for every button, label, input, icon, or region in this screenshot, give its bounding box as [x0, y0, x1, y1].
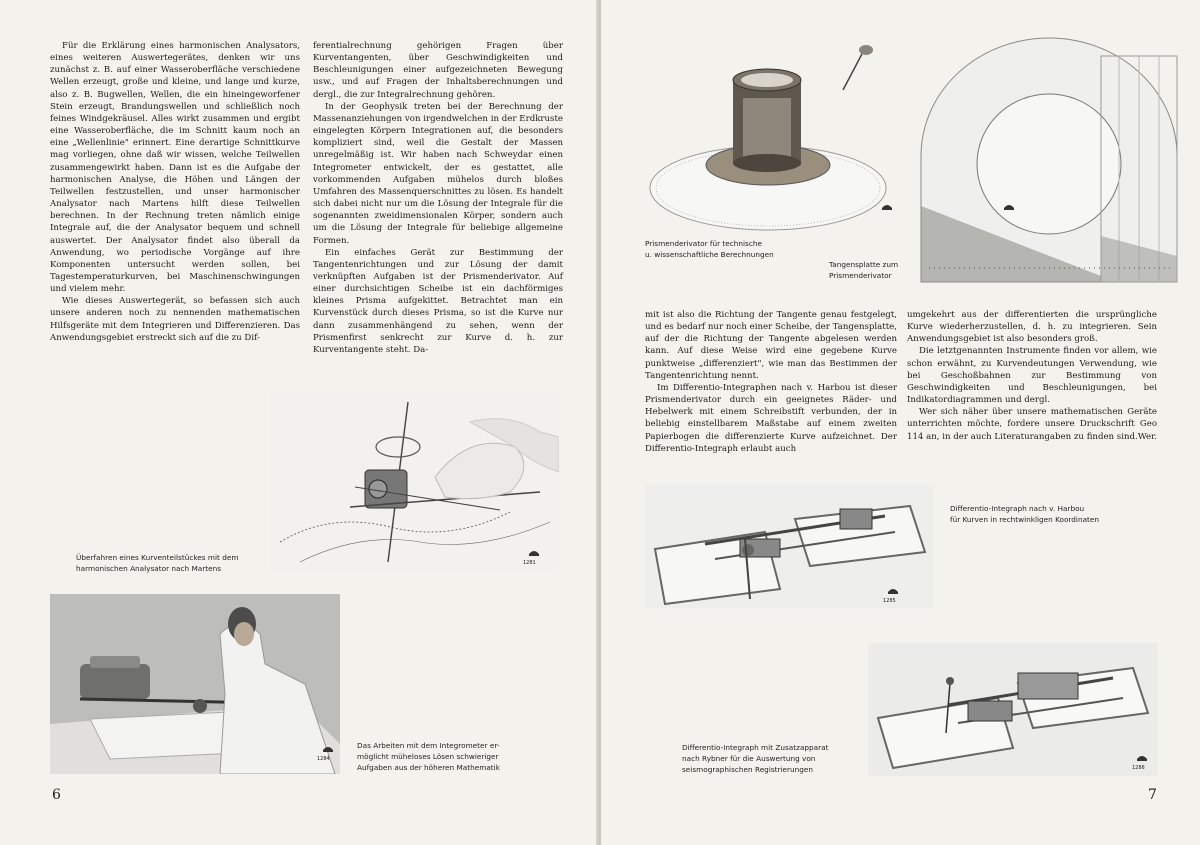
caption-line: für Kurven in rechtwinkligen Koordinaten — [950, 515, 1100, 524]
paragraph: umgekehrt aus der differentierten die ursprüngliche Kurve wiederherzustellen, d. h. zu integrieren. Sein Anwendungsgebiet ist also besonders groß. — [907, 310, 1157, 345]
caption-line: seismographischen Registrierungen — [682, 765, 814, 774]
right-page — [601, 0, 1200, 845]
page-number-right: 7 — [1148, 787, 1157, 803]
page-number-left: 6 — [52, 787, 61, 803]
caption-line: Tangensplatte zum — [829, 260, 899, 269]
caption-line: harmonischen Analysator nach Martens — [76, 564, 222, 573]
analysator-photo — [270, 392, 559, 573]
caption-line: Das Arbeiten mit dem Integrometer er- — [357, 741, 500, 750]
left-page — [0, 0, 599, 845]
integrometer-photo — [50, 594, 340, 774]
caption-line: möglicht müheloses Lösen schwieriger — [357, 752, 499, 761]
paragraph: Die letztgenannten Instrumente finden vor allem, wie schon erwähnt, zu Kurvendeutungen Verwendung, wie bei Geschoßbahnen zur Bestimmung von Geschwindigkeiten und Beschleunigungen, bei Indikatordiagrammen und dergl. — [907, 346, 1157, 406]
caption-line: Differentio-Integraph mit Zusatzapparat — [682, 743, 829, 752]
maker-mark-icon — [879, 200, 895, 216]
integrometer-caption — [357, 740, 547, 773]
caption-line: Prismenderivator — [829, 271, 892, 280]
rybner-illustration — [868, 643, 1158, 776]
paragraph: Im Differentio-Integraphen nach v. Harbou ist dieser Prismenderivator durch ein geeignetes Räder- und Hebelwerk mit einem Schreibstift verbunden, der in beliebig einstellbarem Maßstabe auf einem zweiten Papierbogen die differenzierte Kurve aufzeichnet. Der Differentio-Integraph erlaubt auch — [645, 382, 897, 454]
differentio-photo — [645, 484, 934, 609]
photo-number: 1286 — [1132, 765, 1145, 771]
differentio-caption — [950, 503, 1150, 525]
rybner-photo — [868, 643, 1158, 776]
photo-number: 1285 — [883, 598, 896, 604]
caption-line: u. wissenschaftliche Berechnungen — [645, 250, 774, 259]
paragraph: Wer sich näher über unsere mathematischen Geräte unterrichten möchte, fordere unsere Druckschrift Geo 114 an, in der auch Literaturangaben zu finden sind. — [907, 407, 1157, 442]
left-text-column-1 — [50, 40, 300, 344]
paragraph: Ein einfaches Gerät zur Bestimmung der Tangentenrichtungen und zur Lösung der damit verknüpften Aufgaben ist der Prismenderivator. Auf einer durchsichtigen Scheibe ist ein dachförmiges kleines Prisma aufgekittet. Betrachtet man ein Kurvenstück durch dieses Prisma, so ist die Kurve nur dann zusammenhängend zu sehen, wenn der Prismenfirst senkrecht zur Kurve d. h. zur Kurventangente steht. Da- — [313, 247, 563, 355]
paragraph: Wie dieses Auswertegerät, so befassen sich auch unsere anderen noch zu nennenden mathematischen Hilfsgeräte mit dem Integrieren und Differenzieren. Das Anwendungsgebiet erstreckt sich auf die zu Dif- — [50, 296, 300, 343]
prism-caption — [645, 238, 845, 260]
author-signature: Wer. — [1137, 431, 1157, 442]
right-text-column-1 — [645, 309, 897, 455]
photo-number: 1281 — [523, 560, 536, 566]
caption-line: Aufgaben aus der höheren Mathematik — [357, 763, 500, 772]
analysator-illustration — [270, 392, 559, 573]
prism-derivator-photo — [648, 40, 898, 235]
left-text-column-2 — [313, 40, 563, 356]
maker-mark-icon — [1001, 200, 1017, 216]
caption-line: Differentio-Integraph nach v. Harbou — [950, 504, 1085, 513]
photo-number: 1284 — [317, 756, 330, 762]
rybner-caption — [682, 742, 872, 775]
paragraph: ferentialrechnung gehörigen Fragen über Kurventangenten, über Geschwindigkeiten und Beschleunigungen einer aufgezeichneten Bewegung usw., und auf Fragen der Inhaltsberechnungen und dergl., die zur Integralrechnung gehören. — [313, 41, 563, 100]
paragraph: mit ist also die Richtung der Tangente genau festgelegt, und es bedarf nur noch einer Scheibe, der Tangensplatte, auf der die Richtung der Tangente abgelesen werden kann. Auf diese Weise wird eine gegebene Kurve punktweise „differenziert", wie man das Bestimmen der Tangentenrichtung nennt. — [645, 310, 897, 381]
paragraph: In der Geophysik treten bei der Berechnung der Massenanziehungen von irgendwelchen in der Erdkruste eingelegten Körpern Integrationen auf, die besonders kompliziert sind, weil die Gestalt der Massen unregelmäßig ist. Wir haben nach Schweydar einen Integrometer entwickelt, der es gestattet, alle vorkommenden Aufgaben mühelos durch bloßes Umfahren des Massenquerschnittes zu lösen. Es handelt sich dabei nicht nur um die Lösung der Integrale für die sogenannten zweidimensionalen Körper, sondern auch um die Lösung der Integrale für beliebige allgemeine Formen. — [313, 101, 563, 246]
paragraph: Für die Erklärung eines harmonischen Analysators, eines weiteren Auswertegerätes, denken wir uns zunächst z. B. auf einer Wasseroberfläche verschiedene Wellen erzeugt, große und kleine, und lange und kurze, also z. B. Bugwellen, Wellen, die ein hineingeworfener Stein erzeugt, Brandungswellen und schließlich noch feines Windgekräusel. Alles wirkt zusammen und ergibt eine Wasseroberfläche, die im Schnitt kaum noch an eine „Wellenlinie" erinnert. Eine derartige Schnittkurve mag vorliegen, ohne daß wir wissen, welche Teilwellen zusammengewirkt haben. Dann ist es die Aufgabe der harmonischen Analyse, die Höhen und Längen der Teilwellen festzustellen, und unser harmonischer Analysator nach Martens hilft diese Teilwellen berechnen. In der Rechnung treten nämlich einige Integrale auf, die der Analysator bequem und schnell auswertet. Der Analysator findet also überall da Anwendung, wo periodische Vorgänge auf ihre Komponenten untersucht werden sollen, bei Tagestemperaturkurven, bei Maschinenschwingungen und vielem mehr. — [50, 41, 300, 295]
tangent-plate-photo — [919, 36, 1181, 284]
tangent-caption — [829, 259, 939, 281]
analysator-caption — [76, 552, 276, 574]
right-text-column-2 — [907, 309, 1157, 443]
integrometer-illustration — [50, 594, 340, 774]
caption-line: Prismenderivator für technische — [645, 239, 762, 248]
caption-line: nach Rybner für die Auswertung von — [682, 754, 816, 763]
caption-line: Überfahren eines Kurventeilstückes mit dem — [76, 553, 239, 562]
